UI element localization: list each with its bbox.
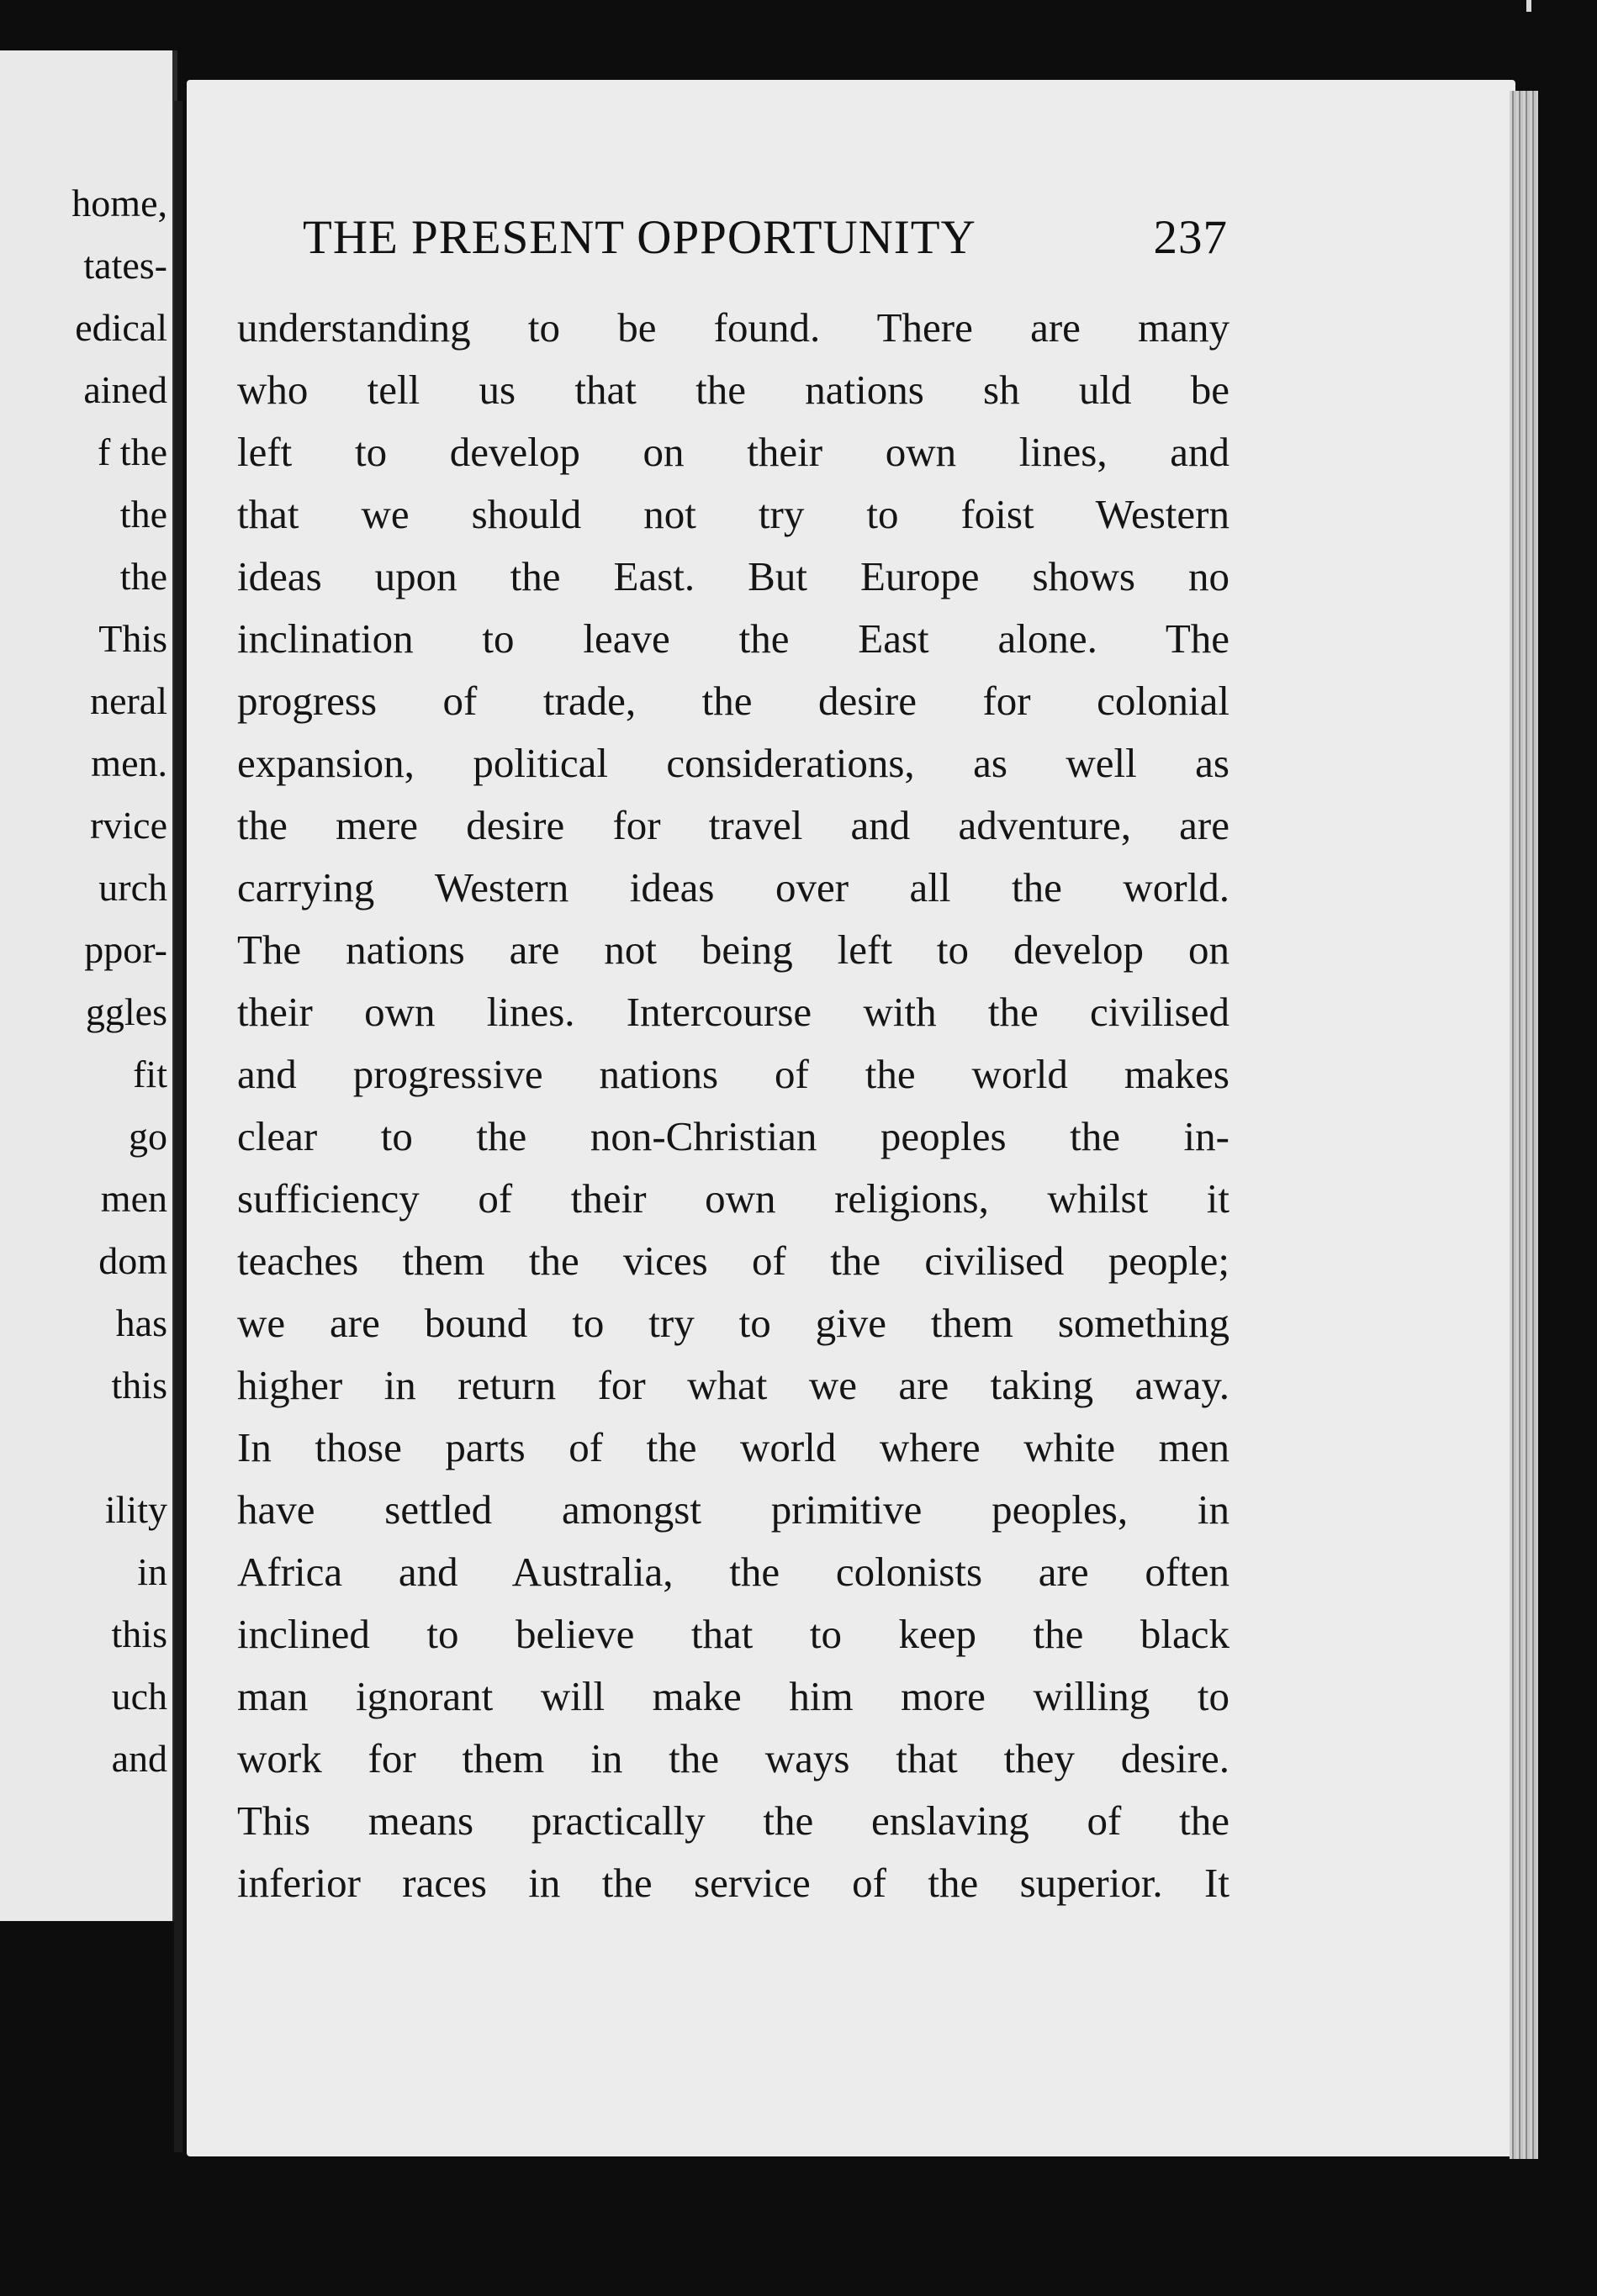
left-page-line: go [129, 1115, 167, 1158]
text-line: carrying Western ideas over all the world. [237, 864, 1229, 910]
left-page-line: neral [90, 679, 167, 722]
left-page-line: ained [83, 368, 167, 411]
corner-mark [1526, 0, 1531, 12]
left-page-line: ggles [85, 990, 167, 1033]
left-page-line: fit [133, 1053, 167, 1095]
page-edge [1510, 91, 1538, 2159]
left-page-line: men. [91, 742, 167, 784]
left-page-line: home, [71, 182, 167, 224]
left-page-line: this [111, 1364, 167, 1407]
left-page-line: rvice [90, 804, 167, 847]
running-head [303, 210, 1228, 265]
text-line: Africa and Australia, the colonists are often [237, 1549, 1229, 1595]
text-line: left to develop on their own lines, and [237, 429, 1229, 475]
text-line: their own lines. Intercourse with the civilised [237, 989, 1229, 1035]
text-line: and progressive nations of the world makes [237, 1051, 1229, 1097]
left-page-line: This [98, 617, 167, 660]
left-page-line: ppor- [84, 928, 167, 971]
left-page-line: and [111, 1737, 167, 1780]
left-page-line: edical [75, 306, 167, 349]
text-line: understanding to be found. There are many [237, 304, 1229, 351]
text-line: man ignorant will make him more willing to [237, 1673, 1229, 1719]
body-text [237, 297, 1229, 1914]
text-line: we are bound to try to give them something [237, 1300, 1229, 1346]
left-page-line: the [119, 493, 167, 536]
text-line: expansion, political considerations, as well as [237, 740, 1229, 786]
left-page-line: tates- [83, 244, 167, 287]
left-page-line: this [111, 1612, 167, 1655]
text-line: that we should not try to foist Western [237, 491, 1229, 537]
text-line: have settled amongst primitive peoples, in [237, 1486, 1229, 1533]
text-line: In those parts of the world where white men [237, 1424, 1229, 1470]
text-line: inclination to leave the East alone. The [237, 615, 1229, 662]
left-page-line: has [115, 1301, 167, 1344]
text-line: The nations are not being left to develop on [237, 926, 1229, 973]
text-line: This means practically the enslaving of the [237, 1797, 1229, 1844]
left-page-fragment [0, 50, 177, 1921]
left-page-line: in [137, 1550, 167, 1593]
text-line: who tell us that the nations sh uld be [237, 367, 1229, 413]
book-gutter [174, 101, 182, 2152]
left-page-line: the [119, 555, 167, 598]
text-line: teaches them the vices of the civilised people; [237, 1238, 1229, 1284]
left-page-line: ility [104, 1488, 167, 1531]
left-page-line: men [100, 1177, 167, 1220]
text-line: inferior races in the service of the superior. It [237, 1860, 1229, 1906]
text-line: higher in return for what we are taking away. [237, 1362, 1229, 1408]
text-line: progress of trade, the desire for colonial [237, 678, 1229, 724]
text-line: clear to the non-Christian peoples the in- [237, 1113, 1229, 1159]
text-line: ideas upon the East. But Europe shows no [237, 553, 1229, 599]
left-page-line: dom [98, 1239, 167, 1282]
text-line: work for them in the ways that they desire. [237, 1735, 1229, 1781]
left-page-line: urch [98, 866, 167, 909]
running-head-title: THE PRESENT OPPORTUNITY [303, 211, 976, 264]
text-line: sufficiency of their own religions, whilst it [237, 1175, 1229, 1222]
page-number: 237 [1153, 211, 1228, 264]
text-line: inclined to believe that to keep the black [237, 1611, 1229, 1657]
text-line: the mere desire for travel and adventure, are [237, 802, 1229, 848]
left-page-line: uch [111, 1675, 167, 1718]
left-page-line: f the [97, 430, 167, 473]
